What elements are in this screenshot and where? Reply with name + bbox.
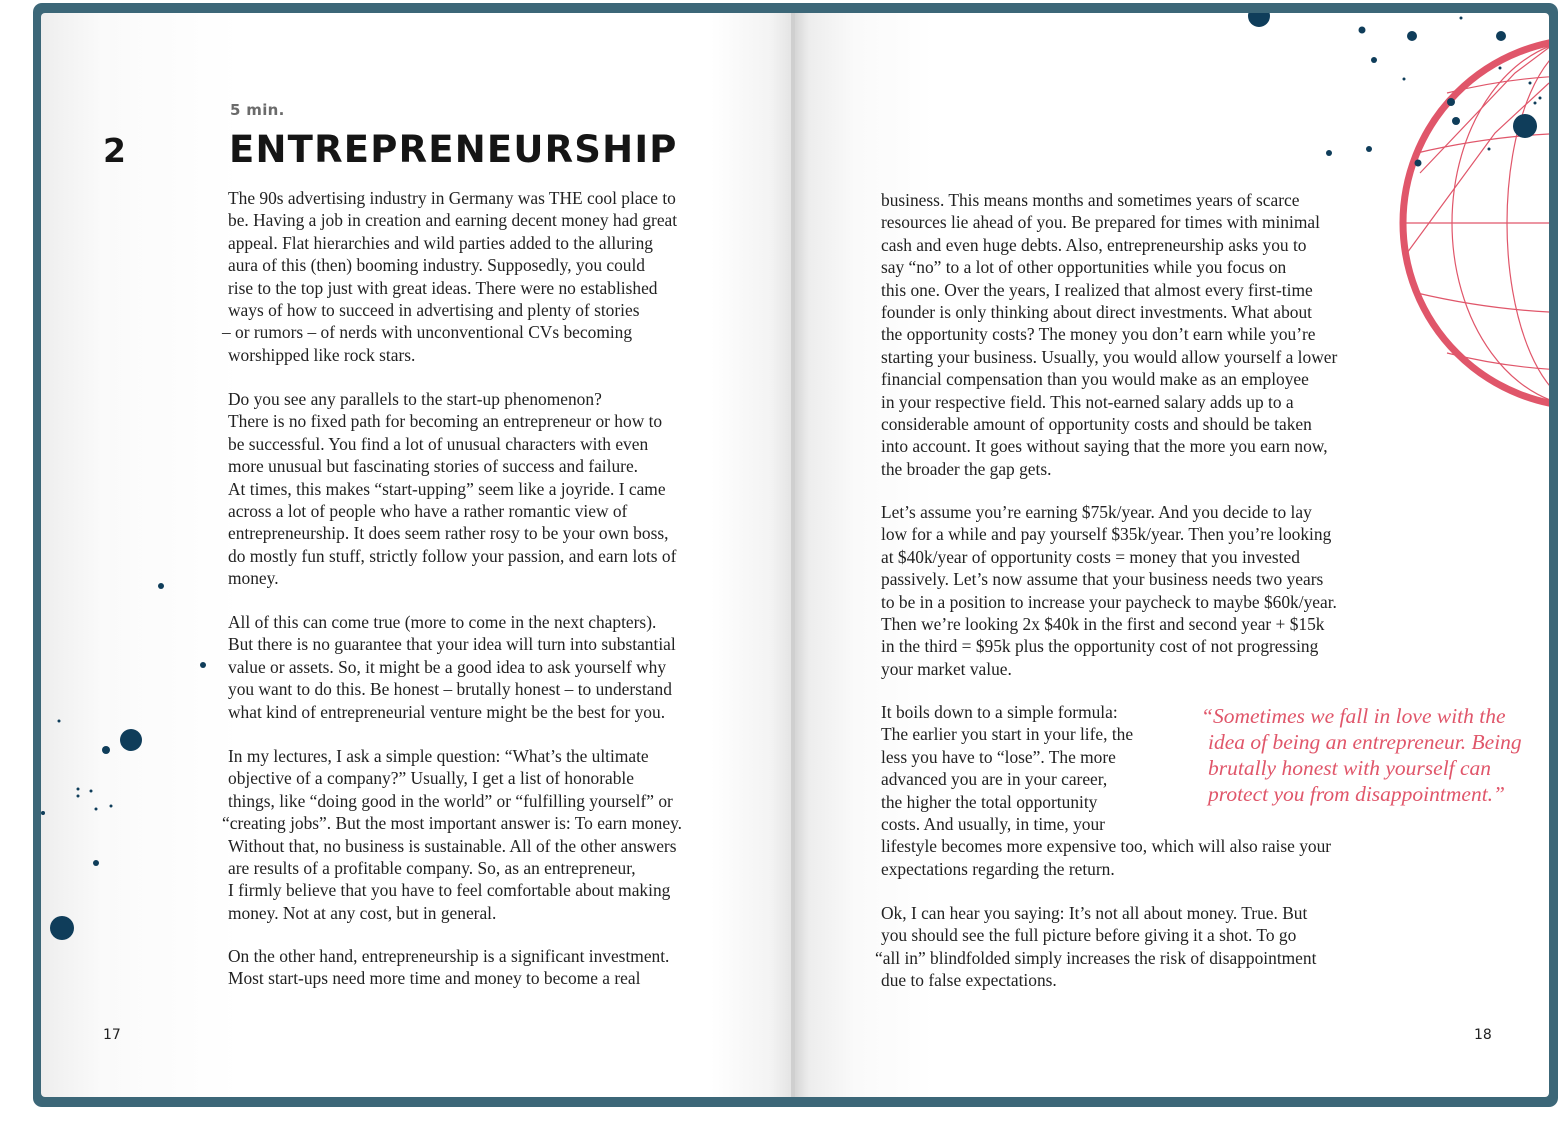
text-line: starting your business. Usually, you would allow yourself a lower — [881, 346, 1338, 367]
text-line: expectations regarding the return. — [881, 858, 1115, 879]
text-line: you should see the full picture before giving it a shot. To go — [881, 925, 1297, 946]
text-line: less you have to “lose”. The more — [881, 746, 1116, 767]
text-line: in your respective field. This not-earned salary adds up to a — [881, 391, 1294, 412]
text-line: All of this can come true (more to come in the next chapters). — [228, 612, 657, 632]
paragraph — [228, 388, 676, 590]
text-line: objective of a company?” Usually, I get a list of honorable — [228, 768, 634, 789]
text-line: worshipped like rock stars. — [228, 344, 416, 365]
quote-line: “Sometimes we fall in love with the — [1201, 704, 1506, 728]
text-line: At times, this makes “start-upping” seem like a joyride. I came — [228, 478, 666, 499]
text-line: your market value. — [881, 658, 1012, 679]
text-line: what kind of entrepreneurial venture might be the best for you. — [228, 701, 666, 722]
text-line: advanced you are in your career, — [881, 769, 1108, 790]
text-line: do mostly fun stuff, strictly follow your passion, and earn lots of — [228, 545, 677, 566]
text-line: considerable amount of opportunity costs and should be taken — [881, 414, 1312, 435]
text-line: The earlier you start in your life, the — [881, 724, 1134, 745]
text-line: costs. And usually, in time, your — [881, 814, 1105, 835]
text-line: It boils down to a simple formula: — [881, 702, 1118, 722]
text-line: say “no” to a lot of other opportunities while you focus on — [881, 257, 1287, 278]
ink-splatter-dots — [41, 13, 241, 1097]
text-line: more unusual but fascinating stories of success and failure. — [228, 456, 639, 477]
text-line: lifestyle becomes more expensive too, which will also raise your — [881, 836, 1332, 857]
text-line: entrepreneurship. It does seem rather rosy to be your own boss, — [228, 523, 669, 544]
text-line: Without that, no business is sustainable. All of the other answers — [228, 835, 677, 856]
text-line: across a lot of people who have a rather romantic view of — [228, 501, 628, 522]
text-line: Ok, I can hear you saying: It’s not all about money. True. But — [881, 903, 1308, 923]
pull-quote — [1201, 703, 1522, 807]
text-line: “all in” blindfolded simply increases the risk of disappointment — [875, 947, 1317, 968]
text-line: There is no fixed path for becoming an entrepreneur or how to — [228, 411, 663, 432]
text-line: in the third = $95k plus the opportunity cost of not progressing — [881, 636, 1319, 657]
text-line: at $40k/year of opportunity costs = money that you invested — [881, 546, 1300, 567]
text-line: money. — [228, 568, 279, 589]
text-line: things, like “doing good in the world” or “fulfilling yourself” or — [228, 790, 673, 811]
text-line: be. Having a job in creation and earning decent money had great — [228, 210, 678, 231]
quote-line: idea of being an entrepreneur. Being — [1208, 730, 1522, 754]
paragraph — [875, 902, 1317, 992]
text-line: Most start-ups need more time and money to become a real — [228, 968, 641, 989]
text-line: passively. Let’s now assume that your business needs two years — [881, 569, 1324, 590]
text-line: the higher the total opportunity — [881, 791, 1098, 812]
text-line: this one. Over the years, I realized that almost every first-time — [881, 279, 1313, 300]
quote-line: protect you from disappointment.” — [1208, 782, 1506, 806]
page-number: 17 — [103, 1027, 121, 1043]
text-line: into account. It goes without saying that the more you earn now, — [881, 436, 1328, 457]
text-line: the broader the gap gets. — [881, 458, 1052, 479]
text-line: appeal. Flat hierarchies and wild parties added to the alluring — [228, 232, 653, 253]
reading-time: 5 min. — [230, 101, 285, 119]
text-line: rise to the top just with great ideas. There were no established — [228, 277, 658, 298]
text-line: “creating jobs”. But the most important answer is: To earn money. — [222, 813, 683, 834]
paragraph — [881, 501, 1337, 680]
text-line: Let’s assume you’re earning $75k/year. And you decide to lay — [881, 502, 1312, 522]
text-line: aura of this (then) booming industry. Supposedly, you could — [228, 255, 646, 276]
text-line: resources lie ahead of you. Be prepared for times with minimal — [881, 212, 1320, 233]
chapter-number: 2 — [103, 131, 126, 170]
text-line: you want to do this. Be honest – brutally honest – to understand — [228, 679, 672, 700]
text-line: founder is only thinking about direct investments. What about — [881, 302, 1312, 323]
text-line: the opportunity costs? The money you don’t earn while you’re — [881, 324, 1316, 345]
book-spread — [33, 3, 1558, 1107]
left-page — [41, 13, 795, 1097]
text-line: The 90s advertising industry in Germany was THE cool place to — [228, 188, 676, 208]
paragraph — [228, 611, 676, 723]
text-line: are results of a profitable company. So, as an entrepreneur, — [228, 858, 636, 879]
page-number: 18 — [1474, 1027, 1492, 1043]
text-line: Then we’re looking 2x $40k in the first and second year + $15k — [881, 614, 1325, 635]
text-line: Do you see any parallels to the start-up phenomenon? — [228, 389, 602, 409]
chapter-title: ENTREPRENEURSHIP — [229, 128, 678, 171]
text-line: cash and even huge debts. Also, entrepreneurship asks you to — [881, 234, 1307, 255]
paragraph — [222, 187, 678, 366]
text-line: ways of how to succeed in advertising and plenty of stories — [228, 300, 640, 321]
text-line: But there is no guarantee that your idea will turn into substantial — [228, 634, 676, 655]
quote-line: brutally honest with yourself can — [1208, 756, 1492, 780]
paragraph — [222, 745, 683, 924]
right-page — [795, 13, 1549, 1097]
text-line: money. Not at any cost, but in general. — [228, 902, 497, 923]
text-line: to be in a position to increase your paycheck to maybe $60k/year. — [881, 591, 1337, 612]
text-line: In my lectures, I ask a simple question: “What’s the ultimate — [228, 746, 649, 766]
text-line: I firmly believe that you have to feel comfortable about making — [228, 880, 671, 901]
paragraph — [881, 189, 1337, 480]
paragraph — [228, 945, 669, 990]
text-line: value or assets. So, it might be a good idea to ask yourself why — [228, 656, 667, 677]
text-line: be successful. You find a lot of unusual characters with even — [228, 433, 649, 454]
text-line: business. This means months and sometimes years of scarce — [881, 190, 1300, 210]
text-line: On the other hand, entrepreneurship is a significant investment. — [228, 946, 670, 966]
text-line: financial compensation than you would make as an employee — [881, 369, 1309, 390]
text-line: due to false expectations. — [881, 970, 1057, 991]
text-line: low for a while and pay yourself $35k/year. Then you’re looking — [881, 524, 1332, 545]
text-line: – or rumors – of nerds with unconventional CVs becoming — [222, 322, 633, 343]
